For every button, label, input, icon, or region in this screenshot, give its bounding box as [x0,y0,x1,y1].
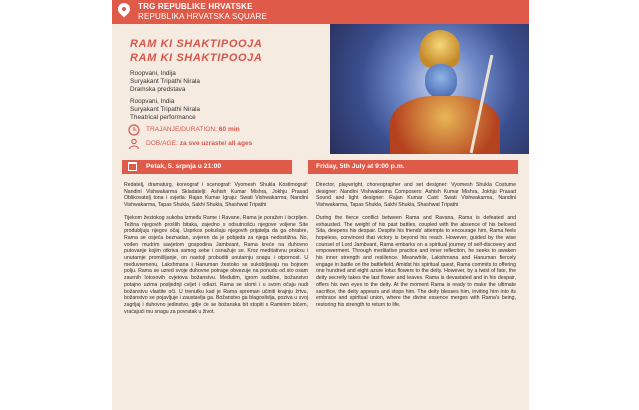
credits-en: Director, playwright, choreographer and set designer: Vyomesh Shukla Costume designer: Nandini Vishwakarma Composers: Ashish Kumar Mishra, Jokhju Prasad Sound and light designer: Rajan Kumar Cast: Swati Vishwakarma, Nandini Vishwakarma, Tapas Shukla, Sakhi Shukla, Shashwat Tripathi [316,182,516,209]
date-bar-hr [122,160,292,174]
age-value: za sve uzraste/ all ages [179,140,253,147]
location-pin-icon [116,1,133,18]
synopsis-en: During the fierce conflict between Rama and Ravana, Rama is defeated and exhausted. The weight of his past battles, coupled with the absence of his beloved Sita, deepens his despair. Despite his friends' attempts to encourage him, Rama feels hopeless, convinced that victory is beyond his reach. However, guided by the wise counsel of Lord Jambvant, Rama embarks on a spiritual journey of self-discovery and empowerment. Through meditative practice and inner reflection, he seeks to awaken his inner strength and resilience. Meanwhile, Lakshmana and Hanuman fiercely engage in battle on the battlefield. Amidst his spiritual quest, Rama commits to offering one hundred and eight azure lotus flowers to the deity. However, by a twist of fate, the deity secretly takes the last flower and leaves. Rama is devastated and in his despair, offers his own eyes to the deity. At the moment Rama is ready to make the ultimate sacrifice, the deity appears and stops him. The deity blesses him, inviting him into its embrace and spiritual union, where the divine essence merges with Rama's being, restoring his strength to return to life. [316,214,516,308]
costume-shape [390,96,500,154]
clock-icon [128,124,140,136]
crown-shape [420,30,460,68]
date-hr: Petak, 5. srpnja u 21:00 [146,163,222,170]
face-shape [425,64,457,98]
location-header [112,0,529,24]
column-hr [124,182,308,315]
age-label: DOB/AGE: [146,140,178,147]
event-poster [112,0,529,410]
performer-photo [330,24,529,154]
meta-hr-line: Dramska predstava [130,86,186,93]
synopsis-hr: Tijekom žestokog sukoba između Rame i Ravane, Rama je poražen i iscrpljen. Težina njegovih prošlih bitaka, zajedno s odsutnošću njegove voljene Site produbljuju njegov očaj. Usprkos pokušaju njegovih prijatelja da ga ohrabre, Rama se osjeća beznadan, uvjeren da je pobjeda za njega nedostižna. No, vođen mudrim savjetom gospodina Jambvant, Rama kreće na duhovno putovanje kojim otkriva samog sebe i osnažuje se. Kroz meditativnu praksu i unutarnje promišljanje, on nastoji probuditi unutarnju snagu i otpornost. U međuvremenu, Lakshmana i Hanuman žestoko se sukobljavaju na bojnom polju. Rama se uzred svoje duhovne potrage obvezuje na ponudu od sto osam zaurnih lotosovih cvjetova božanstvu. Međutim, igrom sudbine, božanstvo potajno uzima posljednji cvijet i odlazi. Rama se slomi i u svom očaju nudi božanstvu vlastite oči. U trenutku kad je Rama spreman učiniti krajnju žrtvu, božanstvo se pojavljuje i zaustavlja ga. Božanstvo ga blagoslivlja, poziva u svoj zagrljaj i duhovno jedinstvo, gdje će se božanska bit stopiti s Raminim bićem, vraćajući mu snagu za povratak u život. [124,214,308,315]
meta-en [130,98,200,122]
meta-hr [130,70,200,94]
meta-hr-line: Suryakant Tripathi Nirala [130,78,200,85]
meta-en-line: Theatrical performance [130,114,196,121]
credits-hr: Redatelj, dramaturg, koreograf i scenograf: Vyomesh Shukla Kostimograf: Nandini Vishwakarma Skladatelji: Ashish Kumar Mishra, Jokhju Prasad Oblikovatelj tona i svjetla: Rajan Kumar Igraju: Swati Vishwakarma, Nandini Vishwakarma, Tapas Shukla, Sakhi Shukla, Shashwat Tripathi [124,182,308,209]
meta-en-line: Suryakant Tripathi Nirala [130,106,200,113]
duration-label: TRAJANJE/DURATION: [146,126,217,133]
title-hr: RAM KI SHAKTIPOOJA [130,38,263,50]
calendar-icon [128,162,137,171]
duration-row [146,126,240,133]
title-en: RAM KI SHAKTIPOOJA [130,52,263,64]
duration-value: 60 min [218,126,240,133]
location-en: REPUBLIKA HRVATSKA SQUARE [138,12,268,21]
age-icon [128,138,140,150]
age-row [146,140,252,147]
date-en: Friday, 5th July at 9:00 p.m. [316,163,405,170]
location-hr: TRG REPUBLIKE HRVATSKE [138,2,253,11]
meta-en-line: Roopvani, India [130,98,175,105]
meta-hr-line: Roopvani, Indija [130,70,176,77]
column-en [316,182,516,309]
date-bar-en [308,160,518,174]
